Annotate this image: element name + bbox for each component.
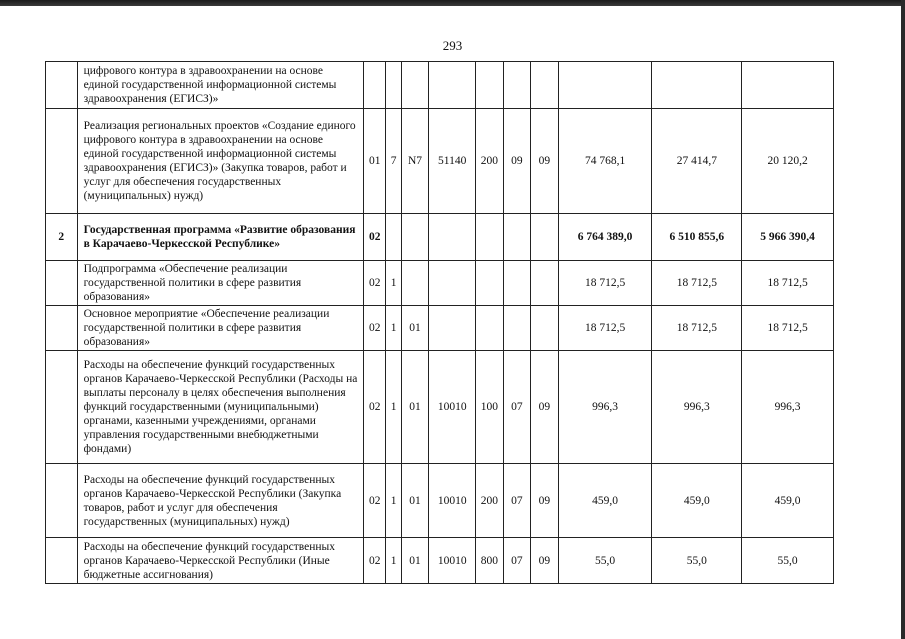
amount-2: 459,0 [652,464,742,538]
amount-3: 20 120,2 [742,109,834,214]
row-name: Расходы на обеспечение функций государственных органов Карачаево-Черкесской Республики (Расходы на выплаты персоналу в целях обеспечения выполнения функций государственными (муниципальными) органами, казенными учреждениями, органами управления государственными внебюджетными фондами) [77,351,363,464]
amount-3: 996,3 [742,351,834,464]
amount-3: 5 966 390,4 [742,214,834,261]
row-name: Расходы на обеспечение функций государственных органов Карачаево-Черкесской Республики (Иные бюджетные ассигнования) [77,538,363,584]
page-number: 293 [442,38,463,53]
subprogram-code [386,214,401,261]
table-row [46,261,834,306]
amount-1: 18 712,5 [558,261,652,306]
expense-type-code [476,306,504,351]
program-code: 02 [364,261,386,306]
section-code [503,62,531,109]
program-code: 02 [364,464,386,538]
table-row [46,62,834,109]
amount-2: 996,3 [652,351,742,464]
subsection-code: 09 [531,464,559,538]
section-code: 07 [503,464,531,538]
amount-1: 459,0 [558,464,652,538]
row-index [46,351,78,464]
section-code [503,306,531,351]
expense-type-code: 100 [476,351,504,464]
direction-code: 10010 [429,538,476,584]
amount-3: 18 712,5 [742,261,834,306]
subprogram-code: 7 [386,109,401,214]
direction-code [429,62,476,109]
subsection-code: 09 [531,538,559,584]
expense-type-code: 200 [476,109,504,214]
row-name: Реализация региональных проектов «Создание единого цифрового контура в здравоохранении на основе единой государственной информационной системы здравоохранения (ЕГИСЗ)» (Закупка товаров, работ и услуг для обеспечения государственных (муниципальных) нужд) [77,109,363,214]
subprogram-code: 1 [386,351,401,464]
subsection-code [531,261,559,306]
expense-type-code [476,261,504,306]
amount-1: 6 764 389,0 [558,214,652,261]
subprogram-code [386,62,401,109]
subprogram-code: 1 [386,261,401,306]
amount-1 [558,62,652,109]
table-row [46,351,834,464]
section-code: 07 [503,351,531,464]
table-row [46,464,834,538]
amount-2: 18 712,5 [652,306,742,351]
budget-table [45,61,834,584]
section-code [503,261,531,306]
amount-1: 74 768,1 [558,109,652,214]
expense-type-code: 800 [476,538,504,584]
direction-code [429,214,476,261]
main-event-code: N7 [401,109,429,214]
section-code: 07 [503,538,531,584]
subsection-code [531,62,559,109]
direction-code [429,306,476,351]
amount-2: 27 414,7 [652,109,742,214]
amount-1: 55,0 [558,538,652,584]
row-index [46,306,78,351]
amount-3 [742,62,834,109]
subprogram-code: 1 [386,538,401,584]
main-event-code [401,214,429,261]
main-event-code: 01 [401,306,429,351]
expense-type-code [476,214,504,261]
main-event-code: 01 [401,538,429,584]
program-code [364,62,386,109]
table-row [46,538,834,584]
row-name: Государственная программа «Развитие образования в Карачаево-Черкесской Республике» [77,214,363,261]
amount-1: 996,3 [558,351,652,464]
section-code: 09 [503,109,531,214]
scan-border-top [0,0,905,6]
subprogram-code: 1 [386,306,401,351]
row-index [46,62,78,109]
main-event-code: 01 [401,351,429,464]
subprogram-code: 1 [386,464,401,538]
main-event-code: 01 [401,464,429,538]
main-event-code [401,261,429,306]
amount-1: 18 712,5 [558,306,652,351]
table-row [46,306,834,351]
row-index [46,261,78,306]
row-name: цифрового контура в здравоохранении на основе единой государственной информационной системы здравоохранения (ЕГИСЗ)» [77,62,363,109]
program-code: 02 [364,306,386,351]
program-code: 02 [364,538,386,584]
row-name: Подпрограмма «Обеспечение реализации государственной политики в сфере развития образования» [77,261,363,306]
amount-2: 6 510 855,6 [652,214,742,261]
row-index [46,109,78,214]
row-index [46,464,78,538]
subsection-code: 09 [531,351,559,464]
amount-2: 18 712,5 [652,261,742,306]
amount-2: 55,0 [652,538,742,584]
subsection-code [531,306,559,351]
amount-2 [652,62,742,109]
expense-type-code [476,62,504,109]
program-code: 02 [364,351,386,464]
section-code [503,214,531,261]
amount-3: 18 712,5 [742,306,834,351]
direction-code [429,261,476,306]
direction-code: 10010 [429,464,476,538]
row-index [46,538,78,584]
amount-3: 459,0 [742,464,834,538]
main-event-code [401,62,429,109]
direction-code: 10010 [429,351,476,464]
subsection-code: 09 [531,109,559,214]
direction-code: 51140 [429,109,476,214]
row-name: Основное мероприятие «Обеспечение реализации государственной политики в сфере развития образования» [77,306,363,351]
table-row [46,109,834,214]
program-code: 02 [364,214,386,261]
table-row-program [46,214,834,261]
subsection-code [531,214,559,261]
scan-border-right [901,0,905,639]
amount-3: 55,0 [742,538,834,584]
expense-type-code: 200 [476,464,504,538]
row-name: Расходы на обеспечение функций государственных органов Карачаево-Черкесской Республики (Закупка товаров, работ и услуг для обеспечения государственных (муниципальных) нужд) [77,464,363,538]
row-index: 2 [46,214,78,261]
program-code: 01 [364,109,386,214]
